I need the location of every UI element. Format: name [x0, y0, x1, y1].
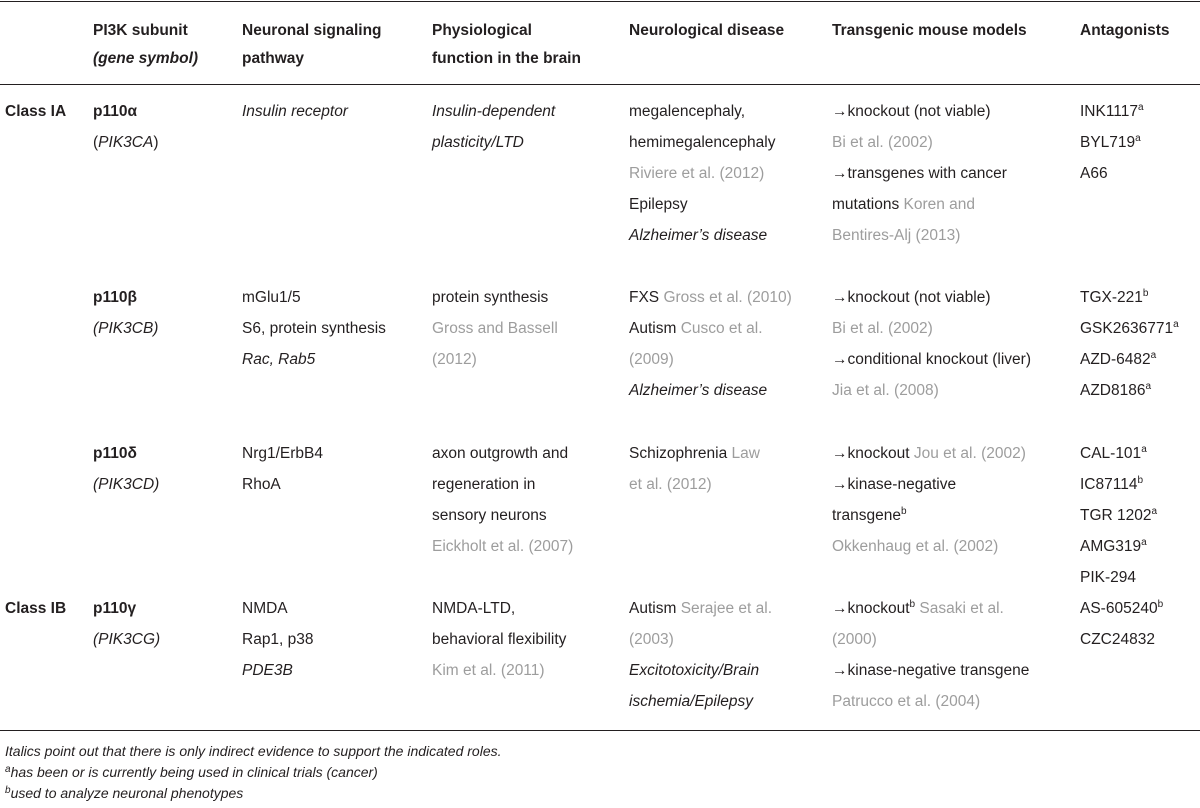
function-beta: protein synthesis Gross and Bassell (2012): [432, 289, 558, 368]
table-top-rule: [0, 1, 1200, 2]
antagonist-item: AZD8186$^a$: [1080, 381, 1152, 399]
antagonist-item: BYL719$^a$: [1080, 133, 1141, 151]
models-beta: →knockout (not viable) Bi et al. (2002) →conditional knockout (liver) Jia et al. (2008): [832, 289, 1032, 399]
pathway-beta: mGlu1/5 S6, protein synthesis Rac, Rab5: [242, 289, 386, 368]
antagonist-item: GSK2636771$^a$: [1080, 319, 1179, 337]
pathway-delta: Nrg1/ErbB4 RhoA: [242, 445, 323, 493]
antagonist-item: AZD-6482$^a$: [1080, 350, 1157, 368]
function-gamma: NMDA-LTD, behavioral flexibility Kim et al. (2011): [432, 600, 567, 679]
disease-alpha: megalencephaly, hemimegalencephaly Riviere et al. (2012) Epilepsy Alzheimer’s disease: [629, 103, 776, 244]
disease-gamma: Autism Serajee et al. (2003) Excitotoxicity/Brain ischemia/Epilepsy: [629, 600, 773, 710]
antagonist-item: CZC24832: [1080, 631, 1155, 648]
models-gamma: →knockout$^b$ Sasaki et al. (2000) →kinase-negative transgene Patrucco et al. (2004): [832, 599, 1030, 710]
disease-beta: FXS Gross et al. (2010) Autism Cusco et al. (2009) Alzheimer’s disease: [629, 289, 792, 399]
pathway-alpha: Insulin receptor: [242, 103, 348, 120]
antagonist-item: CAL-101$^a$: [1080, 444, 1147, 462]
antagonist-item: IC87114$^b$: [1080, 475, 1144, 493]
footnote-a: $^a$has been or is currently being used in clinical trials (cancer): [5, 764, 378, 780]
header-disease: Neurological disease: [629, 22, 785, 39]
antagonists-alpha: [1080, 96, 1144, 189]
header-subunit: PI3K subunit (gene symbol): [93, 22, 199, 67]
class-label-ib: Class IB: [5, 600, 67, 617]
antagonist-item: INK1117$^a$: [1080, 102, 1144, 120]
function-delta: axon outgrowth and regeneration in sensory neurons Eickholt et al. (2007): [432, 445, 574, 555]
antagonist-item: AS-605240$^b$: [1080, 599, 1164, 617]
header-pathway: Neuronal signaling pathway: [242, 22, 382, 67]
pathway-gamma: NMDA Rap1, p38 PDE3B: [242, 600, 314, 679]
header-bottom-rule: [0, 84, 1200, 85]
subunit-delta: p110δ (PIK3CD): [93, 445, 160, 493]
subunit-beta: p110β (PIK3CB): [93, 289, 159, 337]
antagonists-delta: [1080, 438, 1157, 593]
table-bottom-rule: [0, 730, 1200, 731]
models-delta: →knockout Jou et al. (2002) →kinase-negative transgene$^b$ Okkenhaug et al. (2002): [832, 445, 1026, 555]
antagonists-beta: [1080, 282, 1179, 406]
antagonist-item: AMG319$^a$: [1080, 537, 1147, 555]
header-models: Transgenic mouse models: [832, 22, 1027, 39]
footnote-b: $^b$used to analyze neuronal phenotypes: [5, 785, 244, 801]
subunit-alpha: p110α (PIK3CA): [93, 96, 158, 158]
antagonist-item: A66: [1080, 165, 1108, 182]
footnote-italics: Italics point out that there is only indirect evidence to support the indicated roles.: [5, 743, 502, 759]
header-function: Physiological function in the brain: [432, 22, 581, 67]
subunit-gamma: p110γ (PIK3CG): [93, 600, 161, 648]
models-alpha: →knockout (not viable) Bi et al. (2002) →transgenes with cancer mutations Koren and Bentires-Alj (2013): [832, 103, 1007, 244]
antagonist-item: TGR 1202$^a$: [1080, 506, 1158, 524]
function-alpha: Insulin-dependent plasticity/LTD: [432, 103, 556, 151]
header-antagonists: Antagonists: [1080, 22, 1170, 39]
disease-delta: Schizophrenia Law et al. (2012): [629, 445, 760, 493]
antagonist-item: TGX-221$^b$: [1080, 288, 1149, 306]
gene-symbol: (PIK3CA): [93, 134, 159, 151]
antagonists-gamma: [1080, 593, 1163, 655]
class-label-ia: Class IA: [5, 103, 67, 120]
antagonist-item: PIK-294: [1080, 569, 1137, 586]
